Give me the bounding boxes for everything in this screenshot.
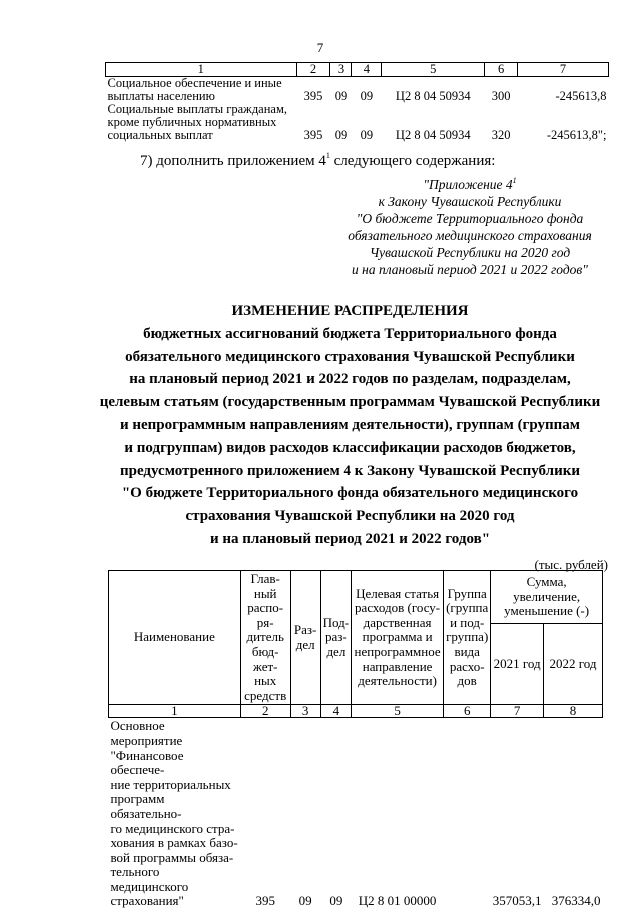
header-section: Раз- дел (290, 571, 320, 705)
column-number: 3 (330, 63, 352, 77)
row-name: Основное мероприятие "Финансовое обеспече- ние территориальных программ обязательно- го медицинского стра- хования в рамках базо- вой программы обяза- тельного медицинского страхования" (110, 718, 238, 909)
table-row (106, 103, 609, 142)
header-admin: Глав- ный распо- ря- дитель бюд- жет- ных средств (240, 571, 290, 705)
subsection-code: 09 (329, 893, 343, 909)
column-number: 4 (320, 705, 351, 718)
column-number: 6 (444, 705, 491, 718)
column-number: 3 (290, 705, 320, 718)
section-code: 09 (334, 128, 348, 142)
units-label: (тыс. рублей) (534, 557, 608, 572)
column-numbers-row (106, 63, 609, 77)
distribution-table (108, 570, 603, 910)
appendix-caption: "Приложение $4^1$ к Закону Чувашской Республики "О бюджете Территориального фонда обязательного медицинского страхования Чувашской Республики на 2020 год и на плановый период 2021 и 2022 годов" (348, 176, 592, 277)
column-number: 2 (296, 63, 330, 77)
admin-code: 395 (303, 89, 323, 103)
document-heading: ИЗМЕНЕНИЕ РАСПРЕДЕЛЕНИЯ бюджетных ассигнований бюджета Территориального фонда обязательного медицинского страхования Чувашской Республики на плановый период 2021 и 2022 годов по разделам, подразделам, целевым статьям (государственным программам Чувашской Республики и непрограммным направлениям деятельности), группам (группам и подгруппам) видов расходов классификации расходов бюджетов, предусмотренного приложением 4 к Закону Чувашской Республики "О бюджете Территориального фонда обязательного медицинского страхования Чувашской Республики на 2020 год и на плановый период 2021 и 2022 годов" (99, 303, 601, 547)
admin-code: 395 (303, 128, 323, 142)
target-code: Ц2 8 04 50934 (395, 89, 471, 103)
admin-code: 395 (255, 893, 275, 909)
header-2022: 2022 год (544, 624, 603, 705)
header-target: Целевая статья расходов (госу- дарственная программа и непрограммное направление деятельности) (352, 571, 444, 705)
header-sum: Сумма, увеличение, уменьшение (-) (491, 571, 603, 624)
header-subsection: Под- раз- дел (320, 571, 351, 705)
header-group: Группа (группа и под- группа) вида расхо- дов (444, 571, 491, 705)
column-number: 7 (491, 705, 544, 718)
group-code: 320 (491, 128, 511, 142)
column-number: 2 (240, 705, 290, 718)
column-numbers-row (109, 705, 603, 718)
column-number: 6 (485, 63, 518, 77)
column-number: 1 (109, 705, 241, 718)
subsection-code: 09 (360, 89, 374, 103)
column-number: 5 (352, 705, 444, 718)
amount: -245613,8"; (546, 128, 607, 142)
amount: -245613,8 (555, 89, 607, 103)
column-number: 8 (544, 705, 603, 718)
column-number: 5 (382, 63, 485, 77)
column-number: 4 (352, 63, 382, 77)
amendment-table (105, 62, 609, 142)
column-number: 1 (106, 63, 297, 77)
table-header-row (109, 571, 603, 624)
group-code (444, 718, 491, 910)
section-code: 09 (298, 893, 312, 909)
target-code: Ц2 8 04 50934 (395, 128, 471, 142)
section-code: 09 (334, 89, 348, 103)
amendment-item-7: 7) дополнить приложением $4^1$ следующего содержания: (140, 151, 496, 169)
table-row (109, 718, 603, 910)
header-2021: 2021 год (491, 624, 544, 705)
row-name: Социальное обеспечение и иные выплаты населению (107, 76, 282, 103)
amount-2022: 376334,0 (551, 893, 601, 909)
subsection-code: 09 (360, 128, 374, 142)
column-number: 7 (518, 63, 609, 77)
row-name: Социальные выплаты гражданам, кроме публичных нормативных социальных выплат (107, 102, 288, 142)
target-code: Ц2 8 01 00000 (358, 893, 437, 909)
group-code: 300 (491, 89, 511, 103)
table-row (106, 77, 609, 104)
header-name: Наименование (109, 571, 241, 705)
page-number: 7 (316, 40, 324, 55)
amount-2021: 357053,1 (492, 893, 542, 909)
